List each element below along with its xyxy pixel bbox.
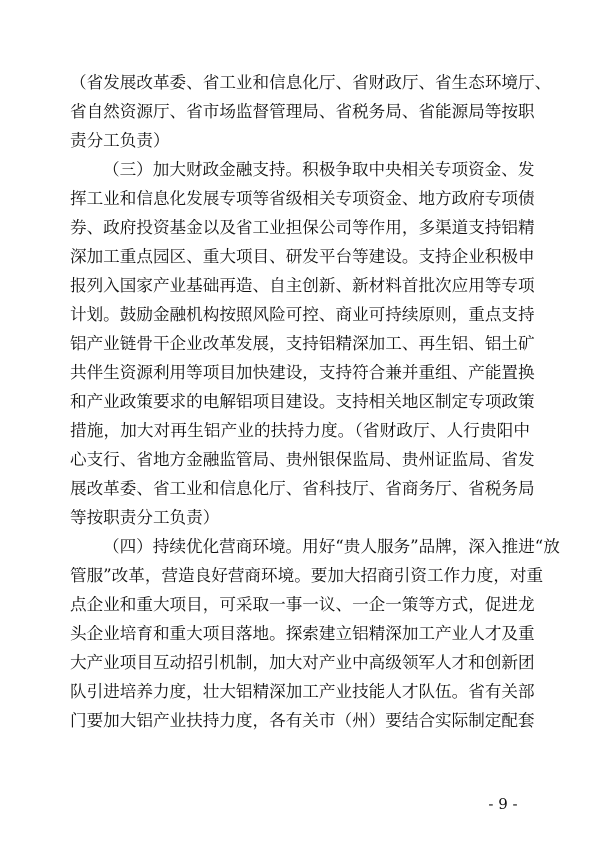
text-line: （省发展改革委、省工业和信息化厅、省财政厅、省生态环境厅、 bbox=[70, 73, 552, 92]
text-line: 点企业和重大项目，可采取一事一议、一企一策等方式，促进龙 bbox=[70, 595, 535, 614]
text-line: 共伴生资源利用等项目加快建设，支持符合兼并重组、产能置换 bbox=[70, 363, 535, 382]
page-number: - 9 - bbox=[488, 795, 518, 813]
text-line: 等按职责分工负责） bbox=[70, 508, 220, 527]
text-line: 管服”改革，营造良好营商环境。要加大招商引资工作力度，对重 bbox=[70, 566, 544, 585]
text-line: 头企业培育和重大项目落地。探索建立铝精深加工产业人才及重 bbox=[70, 624, 535, 643]
text-line: 计划。鼓励金融机构按照风险可控、商业可持续原则，重点支持 bbox=[70, 305, 535, 324]
text-line: 心支行、省地方金融监管局、贵州银保监局、贵州证监局、省发 bbox=[70, 450, 535, 469]
text-line: 券、政府投资基金以及省工业担保公司等作用，多渠道支持铝精 bbox=[70, 218, 535, 237]
section-heading-3: （三）加大财政金融支持。积极争取中央相关专项资金、发 bbox=[103, 160, 535, 179]
text-line: 门要加大铝产业扶持力度，各有关市（州）要结合实际制定配套 bbox=[70, 711, 535, 730]
text-line: 措施，加大对再生铝产业的扶持力度。（省财政厅、人行贵阳中 bbox=[70, 421, 530, 440]
text-line: 挥工业和信息化发展专项等省级相关专项资金、地方政府专项债 bbox=[70, 189, 535, 208]
text-line: 深加工重点园区、重大项目、研发平台等建设。支持企业积极申 bbox=[70, 247, 535, 266]
text-line: 队引进培养力度，壮大铝精深加工产业技能人才队伍。省有关部 bbox=[70, 682, 535, 701]
text-line: 铝产业链骨干企业改革发展，支持铝精深加工、再生铝、铝土矿 bbox=[70, 334, 535, 353]
text-line: 报列入国家产业基础再造、自主创新、新材料首批次应用等专项 bbox=[70, 276, 535, 295]
section-heading-4: （四）持续优化营商环境。用好“贵人服务”品牌，深入推进“放 bbox=[103, 537, 560, 556]
text-line: 责分工负责） bbox=[70, 131, 170, 150]
text-line: 省自然资源厅、省市场监督管理局、省税务局、省能源局等按职 bbox=[70, 102, 535, 121]
text-line: 大产业项目互动招引机制，加大对产业中高级领军人才和创新团 bbox=[70, 653, 535, 672]
body-text bbox=[70, 68, 560, 735]
text-line: 展改革委、省工业和信息化厅、省科技厅、省商务厅、省税务局 bbox=[70, 479, 535, 498]
text-line: 和产业政策要求的电解铝项目建设。支持相关地区制定专项政策 bbox=[70, 392, 535, 411]
